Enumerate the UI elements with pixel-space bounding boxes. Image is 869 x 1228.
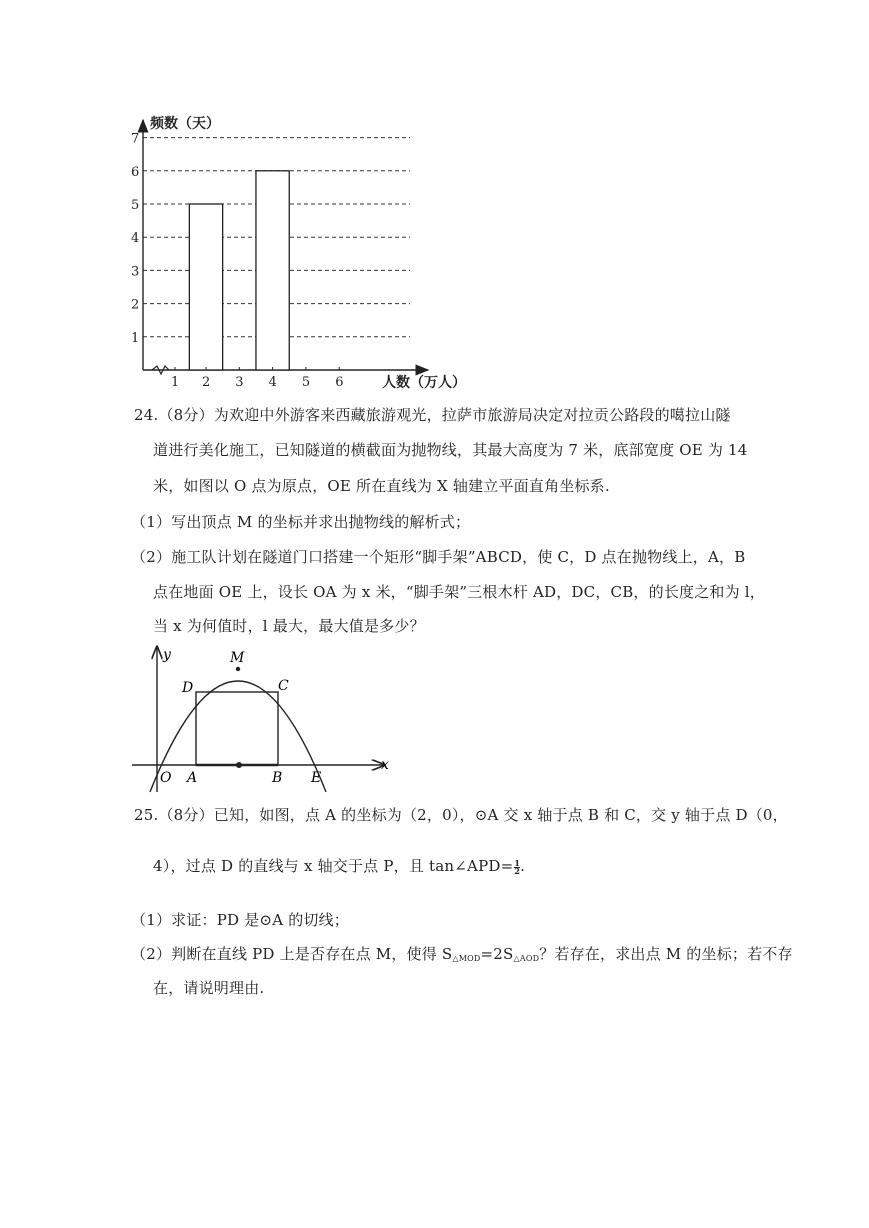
q24-part-2-line-3: 当 x 为何值时，l 最大，最大值是多少？ xyxy=(153,617,425,635)
label-y: y xyxy=(163,647,171,663)
q24-line-2: 道进行美化施工，已知隧道的横截面为抛物线，其最大高度为 7 米，底部宽度 OE 为 14 xyxy=(153,441,748,459)
subscript-mod: △MOD xyxy=(452,954,481,963)
q24-part-2-line-1: （2）施工队计划在隧道门口搭建一个矩形“脚手架”ABCD，使 C，D 点在抛物线上，A，B xyxy=(131,548,746,566)
q25-part-2-text-a: （2）判断在直线 PD 上是否存在点 M，使得 S xyxy=(131,945,453,963)
histogram-chart xyxy=(0,0,869,400)
parabola-curve xyxy=(150,681,326,792)
label-m: M xyxy=(230,650,245,666)
x-tick-label: 6 xyxy=(335,375,344,390)
q25-part-2-line-1 xyxy=(131,944,793,969)
y-tick-label: 7 xyxy=(131,131,140,147)
q25-part-2-line-2: 在，请说明理由. xyxy=(153,979,265,997)
x-tick-label: 1 xyxy=(171,375,180,390)
q25-part-2-text-b: =2S xyxy=(480,945,514,963)
label-a: A xyxy=(187,770,198,786)
y-tick-label: 4 xyxy=(131,231,140,247)
label-b: B xyxy=(272,770,283,786)
x-tick-label: 2 xyxy=(202,375,211,390)
label-o: O xyxy=(160,770,172,786)
midpoint-dot xyxy=(236,762,242,768)
y-tick-label: 5 xyxy=(131,198,140,213)
bar xyxy=(189,204,222,370)
y-tick-label: 3 xyxy=(131,264,140,280)
histogram-svg xyxy=(0,0,869,400)
q24-part-2-line-2: 点在地面 OE 上，设长 OA 为 x 米，“脚手架”三根木杆 AD，DC，CB，的长度之和为 l， xyxy=(153,583,765,601)
q24-part-1: （1）写出顶点 M 的坐标并求出抛物线的解析式； xyxy=(131,513,471,531)
q24-line-3: 米，如图以 O 点为原点，OE 所在直线为 X 轴建立平面直角坐标系. xyxy=(153,477,610,495)
subscript-aod: △AOD xyxy=(513,954,540,963)
q25-line-2-text: 4），过点 D 的直线与 x 轴交于点 P，且 tan∠APD= xyxy=(153,857,514,875)
point-m xyxy=(236,667,240,671)
label-x: x xyxy=(381,757,389,773)
x-tick-label: 4 xyxy=(268,375,277,390)
y-tick-label: 1 xyxy=(131,330,140,346)
q25-part-2-text-c: ？若存在，求出点 M 的坐标；若不存 xyxy=(539,945,793,963)
y-tick-label: 6 xyxy=(131,164,140,180)
label-c: C xyxy=(278,678,289,694)
x-tick-label: 5 xyxy=(301,375,311,390)
label-e: E xyxy=(311,770,322,786)
scaffold-rectangle xyxy=(196,692,278,765)
x-tick-label: 3 xyxy=(235,375,244,390)
x-axis-label: 人数（万人） xyxy=(382,375,466,391)
y-axis-label: 频数（天） xyxy=(150,116,220,132)
q25-part-1: （1）求证：PD 是⊙A 的切线； xyxy=(131,911,350,929)
y-tick-label: 2 xyxy=(131,297,140,313)
q25-line-1: 25.（8分）已知，如图，点 A 的坐标为（2，0），⊙A 交 x 轴于点 B 和 C，交 y 轴于点 D（0， xyxy=(134,806,788,824)
label-d: D xyxy=(182,680,194,696)
q25-line-2-end: . xyxy=(520,857,526,875)
fraction-numerator: 1 xyxy=(514,857,521,868)
fraction-denominator: 2 xyxy=(514,865,521,876)
q25-line-2 xyxy=(153,856,525,876)
bar xyxy=(256,171,289,370)
q24-line-1: 24.（8分）为欢迎中外游客来西藏旅游观光，拉萨市旅游局决定对拉贡公路段的噶拉山隧 xyxy=(134,406,731,424)
